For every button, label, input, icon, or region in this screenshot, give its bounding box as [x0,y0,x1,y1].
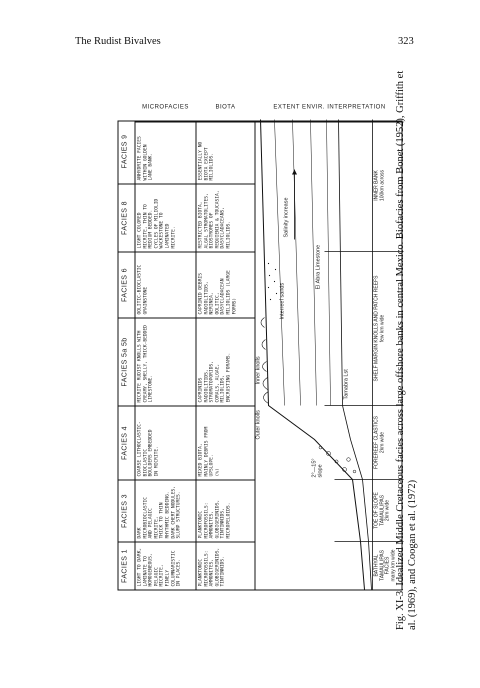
env-toe-of-slope-extent: 2km wide [384,499,391,521]
microfacies-1: LIGHT TO DARK, LAMINATE TO HOMOGENEOUS, PELAGIC MICRITE, FINELY COLUMNARISTIC IN PLACES. [135,541,196,589]
env-inner-bank-label: INNER BANK [373,169,380,201]
facies-3-label: FACIES 3 [119,479,135,541]
row-label-biota-text: BIOTA [214,104,236,111]
microfacies-4: COARSE LITHOCLASTIC- BIOCLASTIC BOULDERS EMBEDDED IN MICRITE. [135,405,196,479]
biota-9: ESSENTIALLY NO BIOTA EXCEPT MILIOLIDS. [198,141,215,180]
env-forereef-extent: 2km wide [379,431,386,453]
row-label-interpretation [255,95,404,122]
label-el-abra: El Abra Limestone [315,244,322,289]
env-bathyal-label: BATHYAL TAMAULIPAS FACIES [373,549,391,581]
row-label-microfacies-text: MICROFACIES [141,104,189,111]
env-bathyal-extent: many km wide [390,549,397,581]
facies-figure [118,104,403,590]
biota-row [196,121,256,589]
label-slope: 2°—15° slope [311,457,324,477]
facies-5-label: FACIES 5a 5b [119,317,135,405]
row-label-interpretation-text: EXTENT ENVIR. INTERPRETATION [272,104,386,111]
facies-9-label: FACIES 9 [121,134,129,168]
row-label-microfacies [135,95,196,122]
biota-5: CAPRINIDS RADIOLITIDS, STROMATOPORIDS, CORALS, ALGAE, MILIOLIDS, ENCRUSTING FORAMS. [196,317,255,405]
env-inner-bank [375,121,386,249]
label-tamabra: Tamabra Lst [343,368,350,399]
facies-6-label: FACIES 6 [119,251,135,317]
microfacies-8: LIGHT COLORED MICRITE, THIN TO MEDIUM BEDDED. CYCLES OF MILIOLID WACKESTONE TO LAMINATED MICRITE. [135,183,196,251]
microfacies-3: DARK MICROBIOCLASTIC AND PELAGIC MICRITE, THICK TO THIN RHYTHMIC BEDDING. DARK CHERT NODULES, SLUMP STRUCTURES. [135,479,196,541]
label-outer-knolls: Outer knolls [255,409,262,439]
biota-1: PLANKTONIC MICROFOSSILS: AMMONITES, GLOBIGERINIDS, TINTINNIDS. [196,541,255,589]
row-label-biota [196,95,255,122]
microfacies-5: MICRITE RUDIST KNOLLS WITH CREAMY, SHELLY, THICK-BEDDED LIMESTONE. [135,317,196,405]
microfacies-9: ANHYDRITE FACIES WITHIN GOLDEN LANE BANK. [137,135,154,180]
facies-4-label: FACIES 4 [119,405,135,479]
env-bathyal [375,543,397,587]
figure-rotated [118,104,403,590]
env-inner-bank-extent: 100km across [379,169,386,201]
microfacies-6: OOLITIC-BIOCLASTIC GRAINSTONE [135,251,196,317]
biota-4: MIXED BIOTA, MAINLY DEBRIS FROM UPSLOPE. (%) [196,405,255,479]
biota-8: RESTRICTED BIOTA, ALGAL STROMATOLITES, BIOSTROMES OF REQUIENIA & TOUCASIA, DASYCLADACEANS, MILIOLIDS. [196,183,255,251]
facies-header-row [119,121,136,589]
env-shelf-margin-label: SHELF MARGIN KNOLLS AND PATCH REEFS [373,275,380,381]
env-toe-of-slope [375,481,392,539]
env-forereef-label: FOREREEF CLASTICS [373,415,380,469]
env-shelf-margin-extent: few km wide [379,314,386,342]
figure-caption: Fig. XI-3. Idealized Middle Cretaceous facies across large offshore banks in central Mexico. Biofacies from Bonet (1952), Griffith et al. (1969), and Coogan et al. (1972) [395,70,418,630]
env-forereef [375,407,386,477]
facies-1-label: FACIES 1 [119,541,135,589]
label-inner-knolls: Inner knolls [255,355,262,384]
label-interreef-sands: Interreef sands [279,282,286,319]
page-number: 323 [398,36,414,47]
facies-8-label: FACIES 8 [119,183,135,251]
biota-3: PLANKTONIC MICROFOSSILS: AMMONITES, GLOBIGERINIDS, TINTINNIDS, MICROPELOIDS. [196,479,255,541]
microfacies-row [135,121,197,589]
biota-6: CAPRINID DEBRIS RADIOLITIDS, NERINEA, OOLITIC, DASYCLADACEAN MILIOLIDS (LARGE FORMS) [196,251,255,317]
env-toe-of-slope-label: TOE OF SLOPE TAMAULIPAS [373,491,386,529]
running-head: The Rudist Bivalves [75,36,161,47]
interpretation-row [255,121,404,589]
label-salinity-increase: Salinity increase [283,196,290,237]
env-shelf-margin [375,253,386,403]
